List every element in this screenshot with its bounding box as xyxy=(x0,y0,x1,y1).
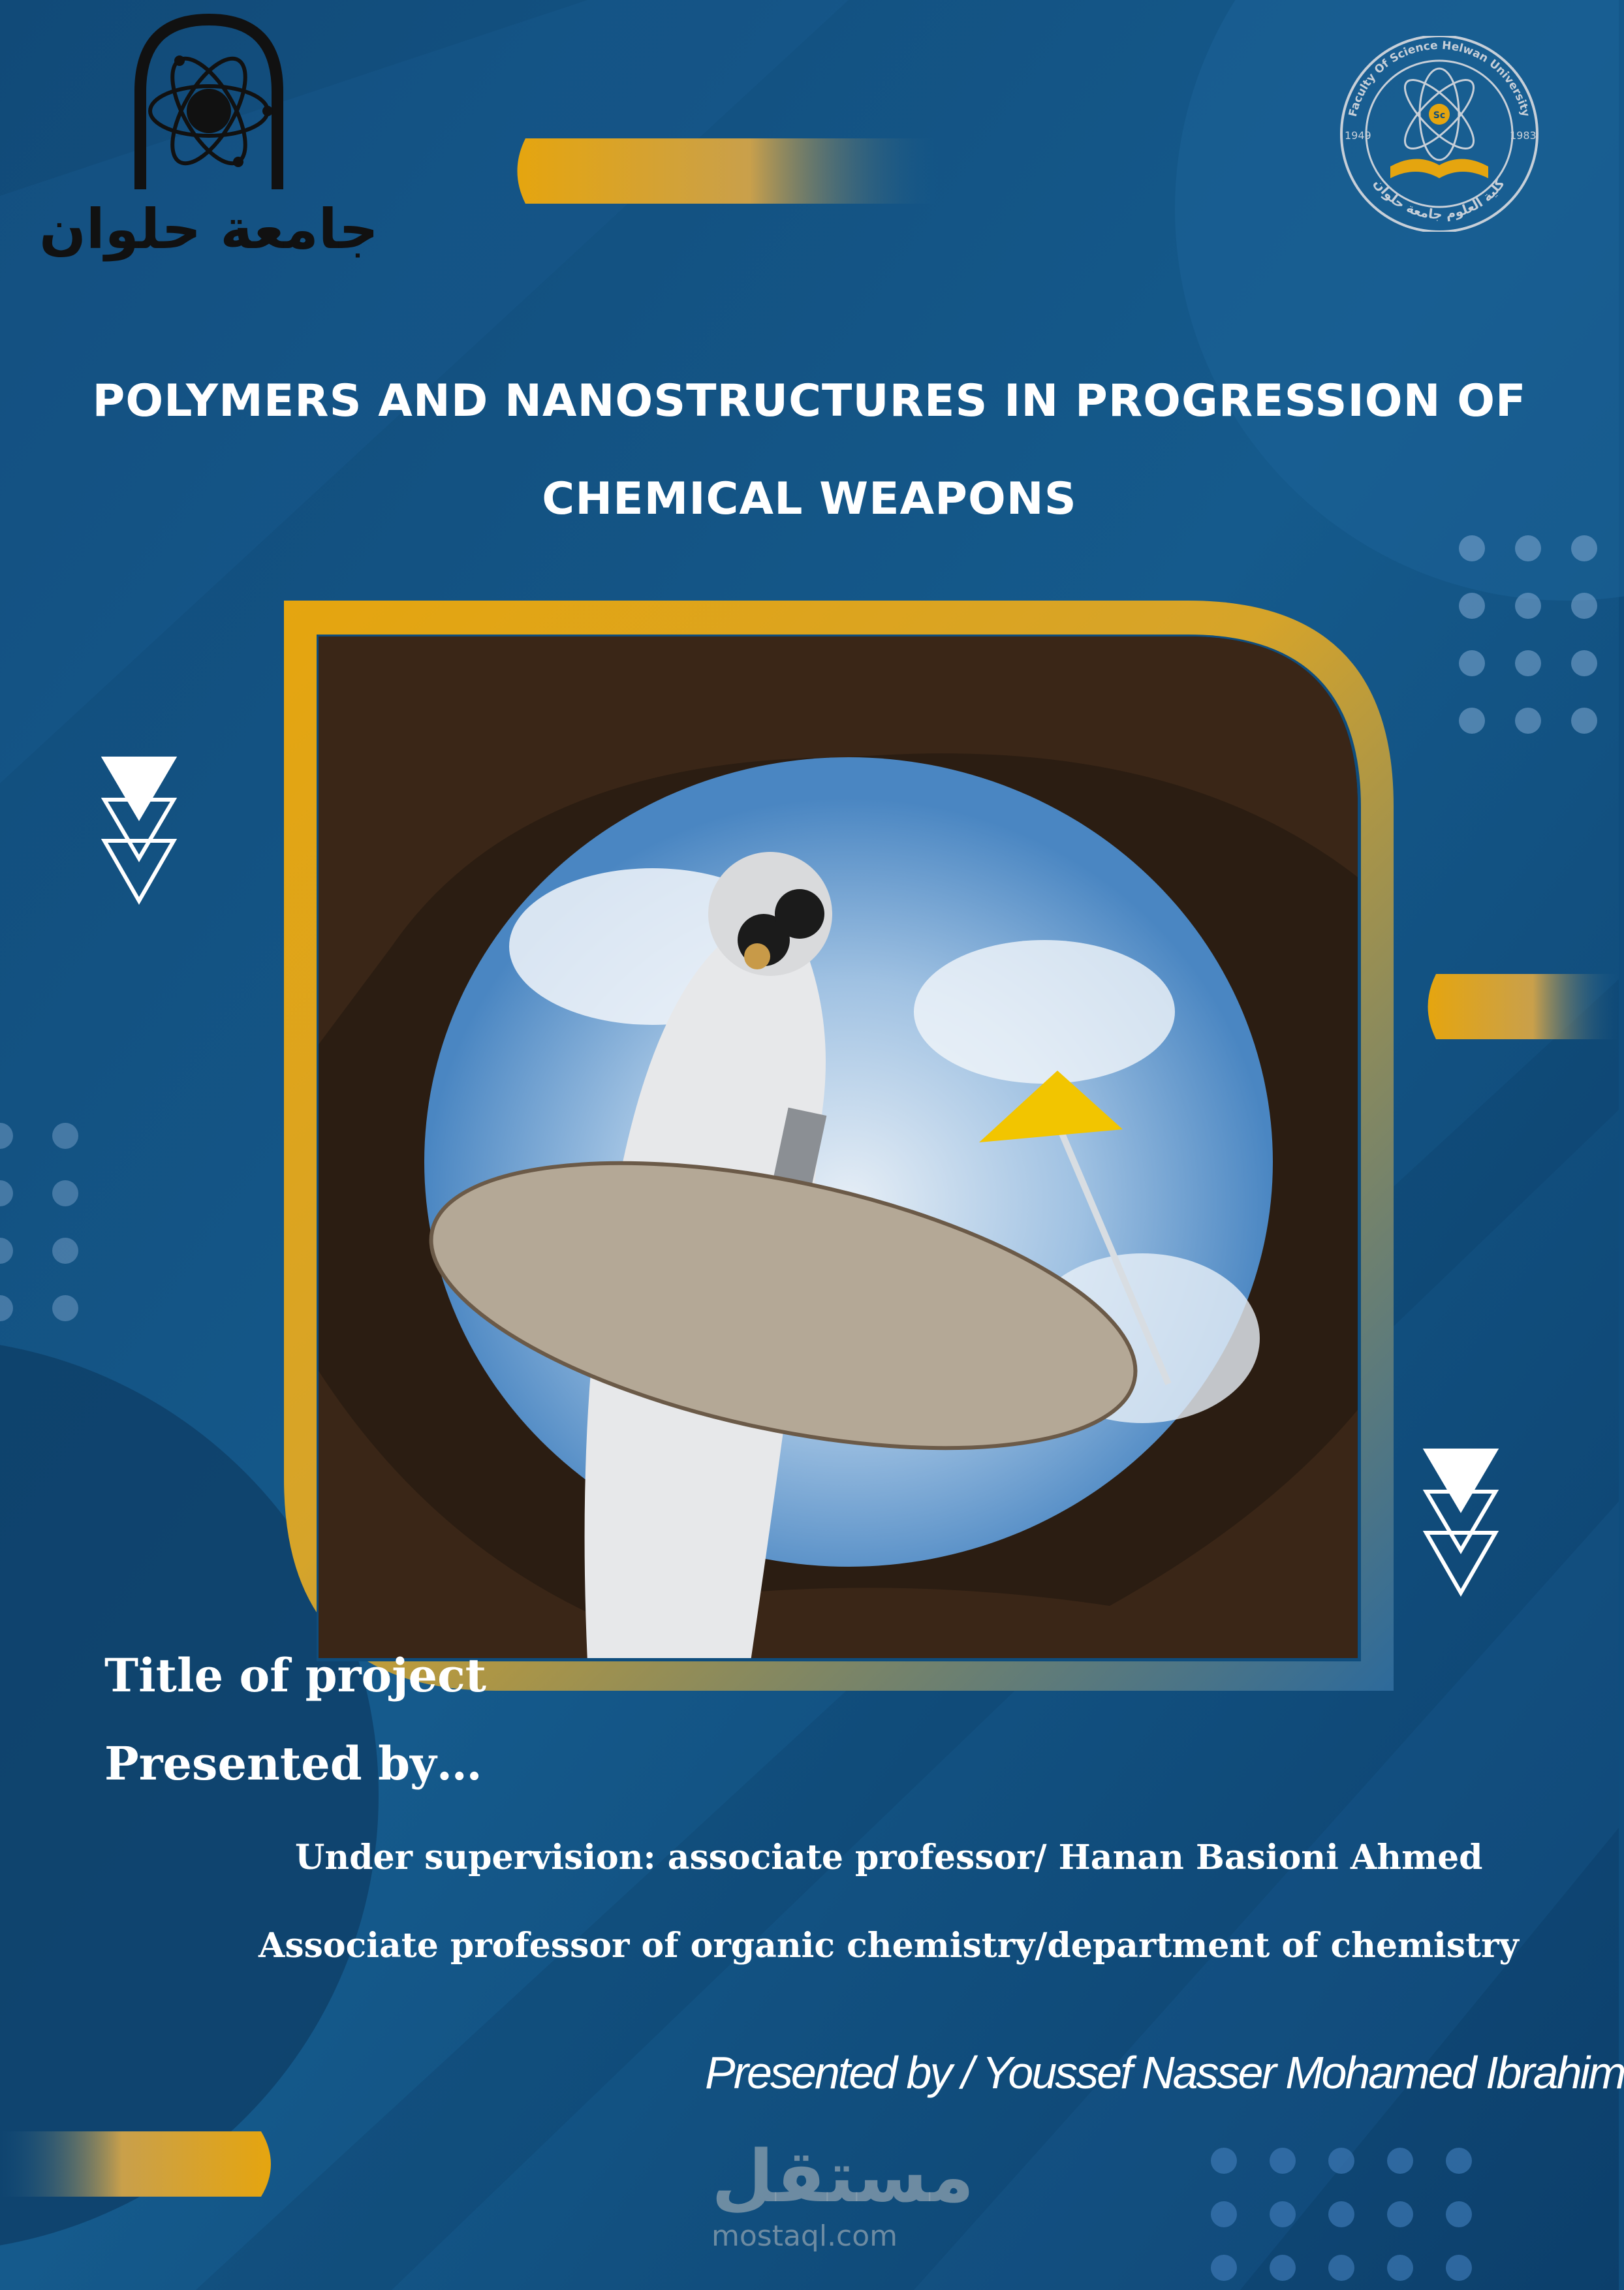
seal-center-text: Sc xyxy=(1433,110,1446,121)
decorative-dot xyxy=(1459,650,1485,676)
decorative-dot xyxy=(1446,2148,1472,2174)
department-line: Associate professor of organic chemistry/department of chemistry xyxy=(258,1926,1519,1966)
decorative-dot xyxy=(1571,708,1597,734)
decorative-dot xyxy=(52,1180,78,1206)
decorative-dot xyxy=(1328,2201,1354,2227)
decorative-dot xyxy=(1328,2148,1354,2174)
decorative-dot xyxy=(1571,650,1597,676)
supervision-line: Under supervision: associate professor/ Hanan Basioni Ahmed xyxy=(295,1838,1483,1877)
decorative-dot xyxy=(52,1238,78,1264)
seal-text: Faculty Of Science Helwan University xyxy=(1346,39,1533,118)
faculty-of-science-seal xyxy=(1328,36,1550,232)
poster-title-line-1: POLYMERS AND NANOSTRUCTURES IN PROGRESSION OF xyxy=(92,375,1527,427)
hazmat-photo xyxy=(319,636,1363,1661)
decorative-dot xyxy=(1270,2201,1296,2227)
decorative-dot xyxy=(1387,2148,1413,2174)
project-title-label: Title of project xyxy=(104,1648,487,1702)
author-line: Presented by / Youssef Nasser Mohamed Ibrahim xyxy=(705,2047,1624,2098)
decorative-dot xyxy=(1270,2148,1296,2174)
decorative-dot xyxy=(1211,2148,1237,2174)
university-logo-text: جامعة حلوان xyxy=(39,197,379,261)
seal-year-left: 1949 xyxy=(1345,129,1371,142)
decorative-dot xyxy=(1211,2255,1237,2281)
mostaql-watermark-url: mostaql.com xyxy=(711,2219,898,2253)
decorative-dot xyxy=(52,1123,78,1149)
decorative-dot xyxy=(1328,2255,1354,2281)
decorative-dot xyxy=(1571,535,1597,561)
helwan-university-logo xyxy=(39,13,379,268)
presented-by-label: Presented by… xyxy=(104,1736,482,1791)
seal-year-right: 1983 xyxy=(1510,129,1537,142)
decorative-dot xyxy=(1459,535,1485,561)
seal-arabic-text: كلية العلوم جامعة حلوان xyxy=(1371,175,1508,223)
decorative-dot xyxy=(1446,2201,1472,2227)
decorative-dot xyxy=(1446,2255,1472,2281)
decorative-dot xyxy=(1270,2255,1296,2281)
decorative-dot xyxy=(1515,535,1541,561)
decorative-dot xyxy=(1211,2201,1237,2227)
decorative-dot xyxy=(1459,593,1485,619)
decorative-dot xyxy=(52,1295,78,1321)
mostaql-watermark-arabic: مستقل xyxy=(711,2135,975,2218)
decorative-dot xyxy=(1515,650,1541,676)
decorative-dot xyxy=(1459,708,1485,734)
decorative-dot xyxy=(1571,593,1597,619)
poster-title-line-2: CHEMICAL WEAPONS xyxy=(542,473,1077,525)
decorative-dot xyxy=(1515,708,1541,734)
svg-text:كلية العلوم جامعة حلوان xyxy=(1371,176,1508,222)
decorative-dot xyxy=(1387,2201,1413,2227)
decorative-dot xyxy=(1515,593,1541,619)
decorative-dot xyxy=(1387,2255,1413,2281)
